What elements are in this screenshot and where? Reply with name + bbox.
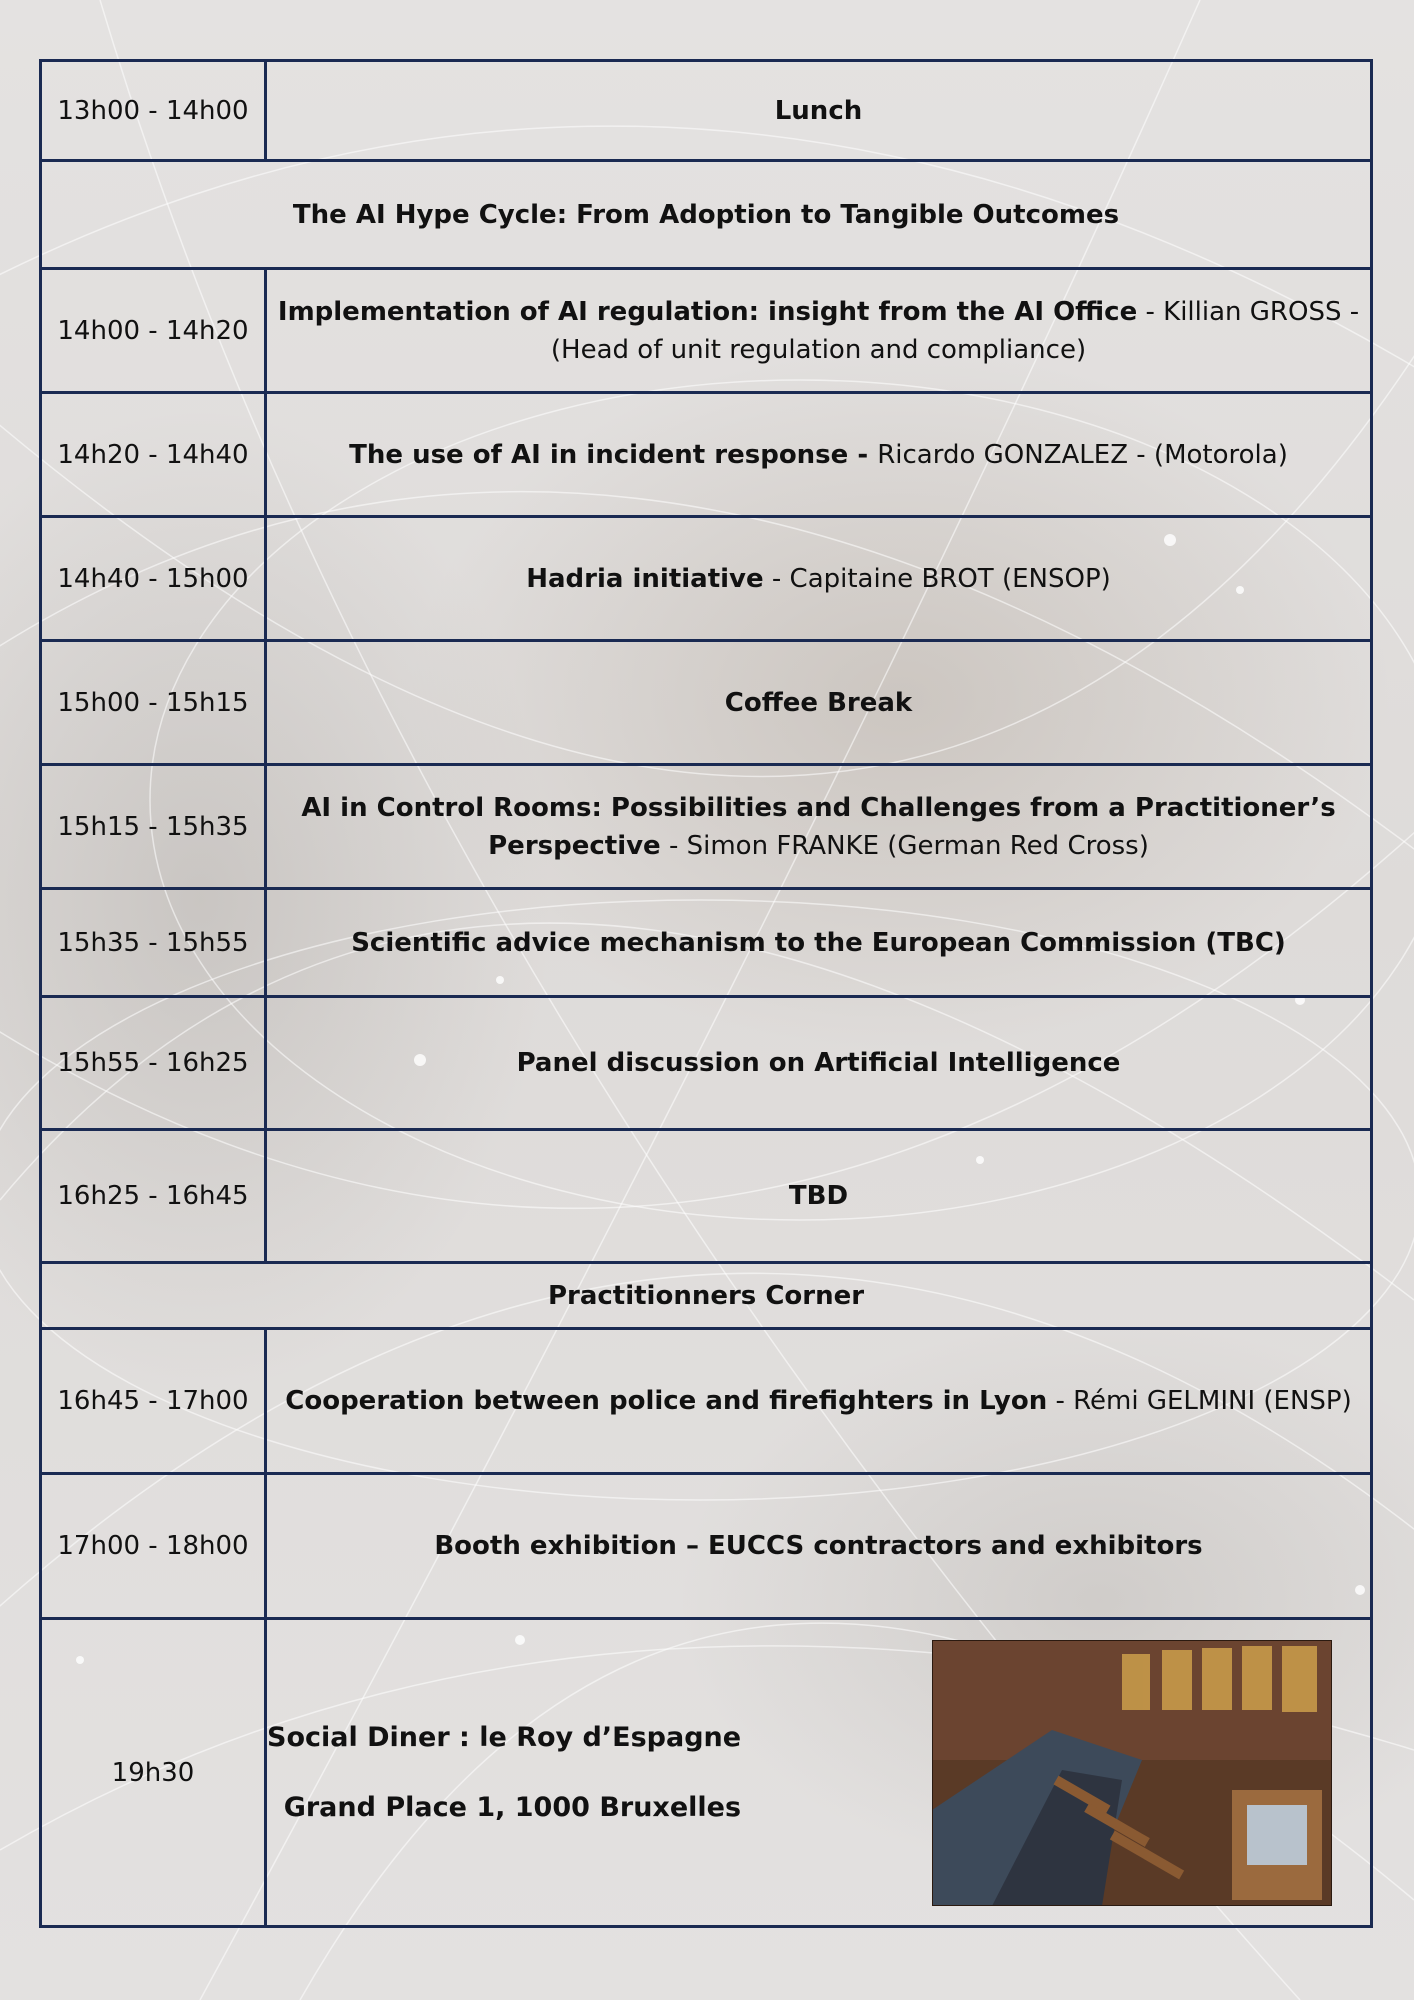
time-cell: 15h00 - 15h15 — [41, 641, 266, 765]
table-row — [41, 1474, 1372, 1619]
session-cell — [266, 1329, 1372, 1474]
dinner-text — [267, 1718, 741, 1828]
table-row — [41, 1329, 1372, 1474]
session-cell — [266, 641, 1372, 765]
table-row — [41, 1619, 1372, 1927]
table-row — [41, 997, 1372, 1130]
dinner-venue: Social Diner : le Roy d’Espagne — [267, 1721, 742, 1753]
session-title: Implementation of AI regulation: insight from the AI Office — [277, 296, 1138, 327]
session-cell — [266, 765, 1372, 889]
session-speaker: - Rémi GELMINI (ENSP) — [1047, 1386, 1352, 1416]
time-cell: 17h00 - 18h00 — [41, 1474, 266, 1619]
session-cell — [266, 997, 1372, 1130]
section-row — [41, 161, 1372, 269]
time-cell: 14h00 - 14h20 — [41, 269, 266, 393]
table-row — [41, 393, 1372, 517]
table-row — [41, 641, 1372, 765]
restaurant-interior-photo — [932, 1640, 1332, 1906]
time-cell: 14h40 - 15h00 — [41, 517, 266, 641]
time-cell: 15h15 - 15h35 — [41, 765, 266, 889]
session-title: Scientific advice mechanism to the European Commission (TBC) — [351, 927, 1286, 958]
section-heading: The AI Hype Cycle: From Adoption to Tangible Outcomes — [41, 161, 1372, 269]
session-speaker: - Killian GROSS - (Head of unit regulation and compliance) — [550, 296, 1360, 365]
time-cell: 15h35 - 15h55 — [41, 889, 266, 997]
session-cell — [266, 61, 1372, 161]
table-row — [41, 61, 1372, 161]
session-title: Panel discussion on Artificial Intelligence — [516, 1048, 1121, 1078]
session-title: Cooperation between police and firefighters in Lyon — [285, 1386, 1048, 1416]
section-heading: Practitionners Corner — [41, 1263, 1372, 1329]
time-cell: 19h30 — [41, 1619, 266, 1927]
session-speaker: - Simon FRANKE (German Red Cross) — [660, 830, 1149, 861]
time-cell: 13h00 - 14h00 — [41, 61, 266, 161]
table-row — [41, 889, 1372, 997]
session-title: Booth exhibition – EUCCS contractors and exhibitors — [434, 1531, 1203, 1561]
time-cell: 14h20 - 14h40 — [41, 393, 266, 517]
session-title: Lunch — [774, 95, 863, 126]
table-row — [41, 765, 1372, 889]
session-title: AI in Control Rooms: Possibilities and Challenges from a Practitioner’s Perspective — [301, 792, 1336, 861]
dinner-address: Grand Place 1, 1000 Bruxelles — [283, 1791, 742, 1823]
session-title: TBD — [788, 1181, 849, 1211]
agenda-table — [39, 59, 1373, 1928]
section-row — [41, 1263, 1372, 1329]
table-row — [41, 517, 1372, 641]
dinner-cell — [266, 1619, 1372, 1927]
session-cell — [266, 1130, 1372, 1263]
session-title: Coffee Break — [724, 687, 913, 718]
table-row — [41, 269, 1372, 393]
session-cell — [266, 517, 1372, 641]
session-cell — [266, 269, 1372, 393]
session-title: Hadria initiative — [526, 563, 764, 594]
time-cell: 15h55 - 16h25 — [41, 997, 266, 1130]
session-speaker: - Capitaine BROT (ENSOP) — [763, 563, 1111, 594]
time-cell: 16h25 - 16h45 — [41, 1130, 266, 1263]
session-cell — [266, 393, 1372, 517]
table-row — [41, 1130, 1372, 1263]
session-title: The use of AI in incident response - — [349, 439, 878, 470]
session-cell — [266, 889, 1372, 997]
session-speaker: Ricardo GONZALEZ - (Motorola) — [877, 439, 1288, 470]
session-cell — [266, 1474, 1372, 1619]
time-cell: 16h45 - 17h00 — [41, 1329, 266, 1474]
